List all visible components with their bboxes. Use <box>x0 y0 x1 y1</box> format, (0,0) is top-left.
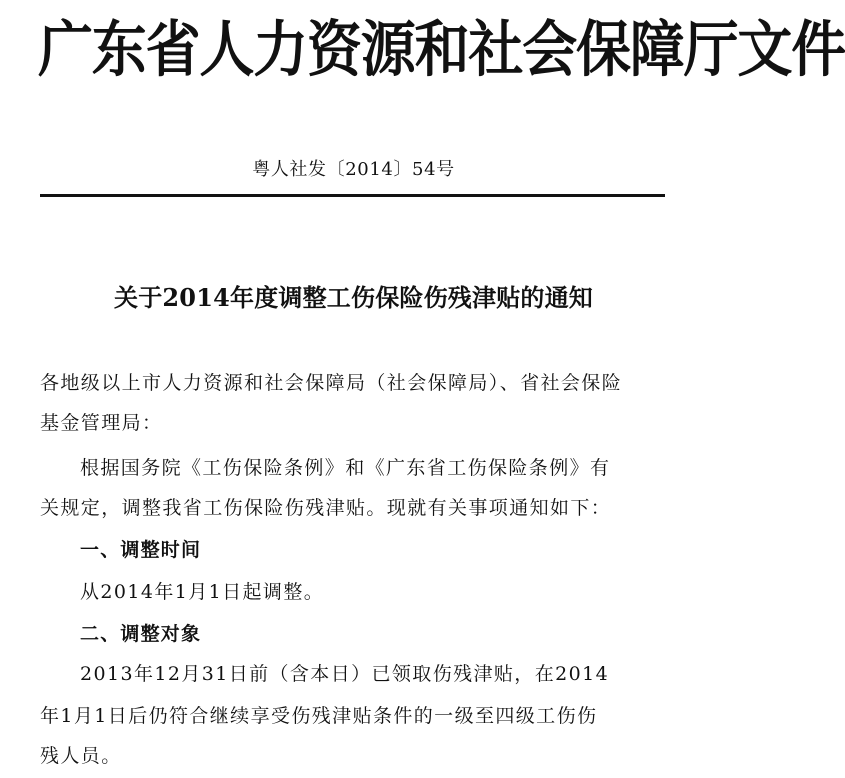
body-line-4: 关规定，调整我省工伤保险伤残津贴。现就有关事项通知如下： <box>40 497 612 519</box>
body-line-1: 各地级以上市人力资源和社会保障局（社会保障局）、省社会保险 <box>40 372 623 394</box>
body-line-6: 从2014年1月1日起调整。 <box>80 581 325 603</box>
body-line-8: 2013年12月31日前（含本日）已领取伤残津贴，在2014 <box>80 663 610 685</box>
body-line-3: 根据国务院《工伤保险条例》和《广东省工伤保险条例》有 <box>80 457 611 479</box>
section-heading-1: 一、调整时间 <box>80 539 202 561</box>
body-line-10: 残人员。 <box>40 745 122 767</box>
body-line-9: 年1月1日后仍符合继续享受伤残津贴条件的一级至四级工伤伤 <box>40 705 598 727</box>
document-header: 广东省人力资源和社会保障厅文件 <box>38 12 845 85</box>
body-line-2: 基金管理局： <box>40 412 163 434</box>
section-heading-2: 二、调整对象 <box>80 623 202 645</box>
document-number: 粤人社发〔2014〕54号 <box>252 159 455 180</box>
document-title: 关于2014年度调整工伤保险伤残津贴的通知 <box>114 283 593 312</box>
header-divider <box>40 194 665 197</box>
